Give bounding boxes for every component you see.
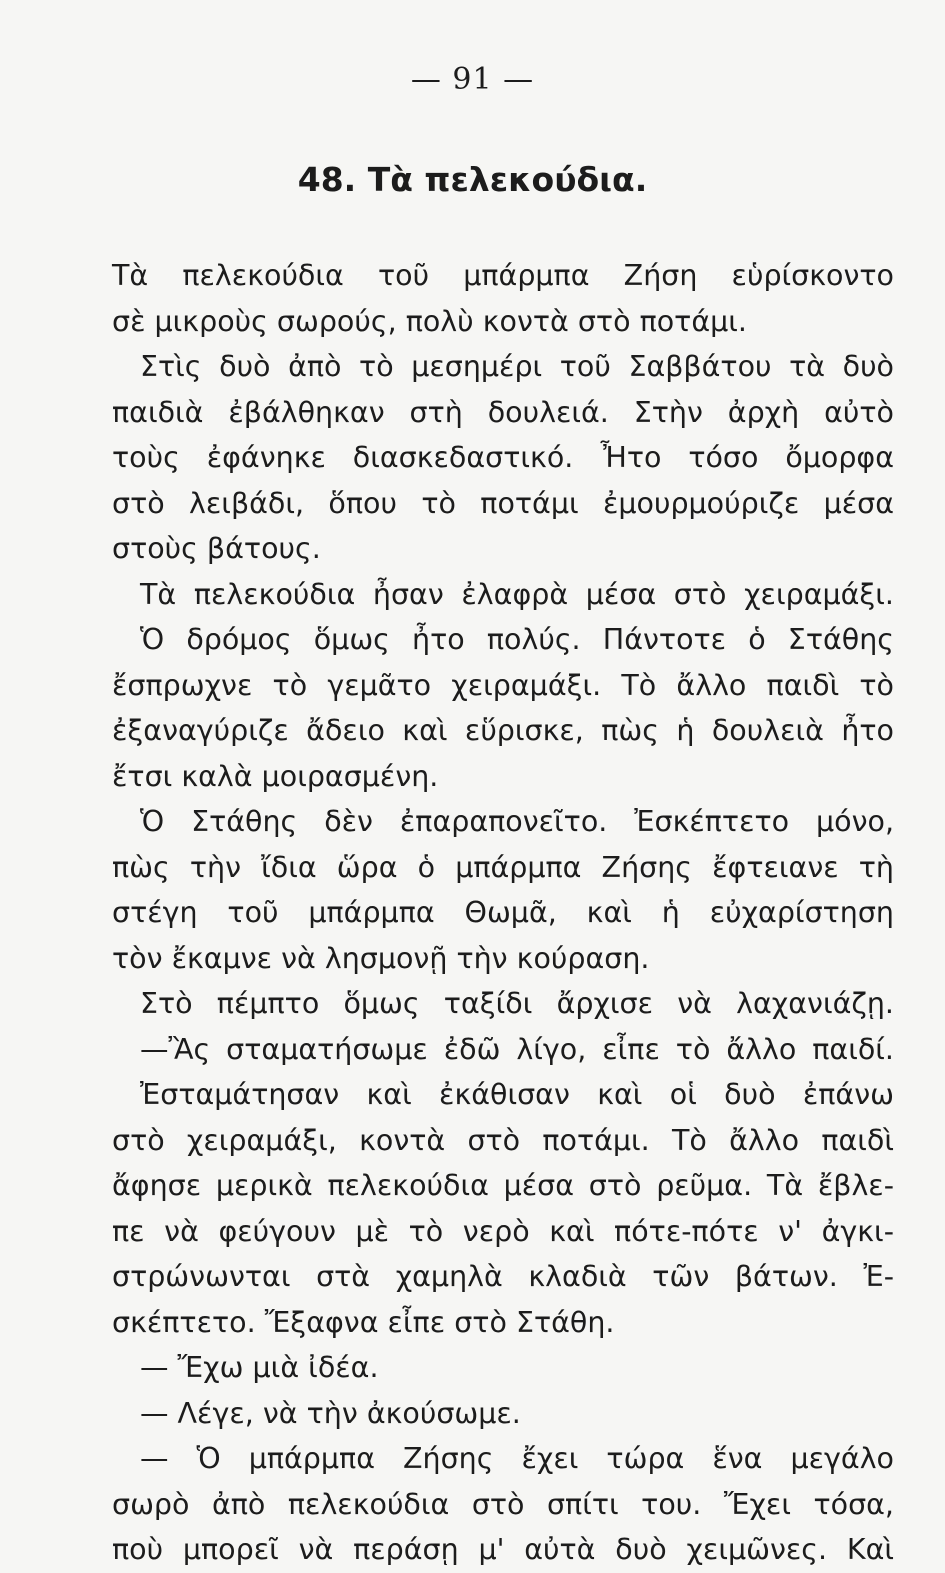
text-line: ἄφησε μερικὰ πελεκούδια μέσα στὸ ρεῦμα. Τὰ ἔβλε- <box>112 1169 894 1202</box>
text-line: στρώνωνται στὰ χαμηλὰ κλαδιὰ τῶν βάτων. Ἐ- <box>112 1260 894 1293</box>
page-number: — 91 — <box>410 62 535 97</box>
text-line: τὸν ἔκαμνε νὰ λησμονῇ τὴν κούραση. <box>112 941 650 975</box>
text-line: ἐξαναγύριζε ἄδειο καὶ εὕρισκε, πὼς ἡ δουλειὰ ἦτο <box>112 714 894 747</box>
body-text <box>112 253 894 1573</box>
text-line: Τὰ πελεκούδια ἦσαν ἐλαφρὰ μέσα στὸ χειραμάξι. <box>140 577 894 611</box>
text-line: Ὁ δρόμος ὅμως ἦτο πολύς. Πάντοτε ὁ Στάθης <box>140 623 894 656</box>
text-line: —Ἂς σταματήσωμε ἐδῶ λίγο, εἶπε τὸ ἄλλο παιδί. <box>140 1032 894 1066</box>
text-line: Στὸ πέμπτο ὅμως ταξίδι ἄρχισε νὰ λαχανιάζῃ. <box>140 987 894 1020</box>
text-line: παιδιὰ ἐβάλθηκαν στὴ δουλειά. Στὴν ἀρχὴ αὐτὸ <box>112 395 894 429</box>
text-line: στὸ λειβάδι, ὅπου τὸ ποτάμι ἐμουρμούριζε μέσα <box>112 486 894 520</box>
text-line: — Ὁ μπάρμπα Ζήσης ἔχει τώρα ἕνα μεγάλο <box>140 1442 894 1475</box>
chapter-title: 48. Τὰ πελεκούδια. <box>297 160 648 199</box>
text-line: στέγη τοῦ μπάρμπα Θωμᾶ, καὶ ἡ εὐχαρίστηση <box>112 896 894 929</box>
text-line: πὼς τὴν ἴδια ὥρα ὁ μπάρμπα Ζήσης ἔφτειανε τὴ <box>112 850 894 884</box>
text-line: πε νὰ φεύγουν μὲ τὸ νερὸ καὶ πότε-πότε ν' ἀγκι- <box>112 1214 894 1248</box>
text-line: τοὺς ἐφάνηκε διασκεδαστικό. Ἦτο τόσο ὄμορφα <box>112 441 894 474</box>
text-line: ποὺ μπορεῖ νὰ περάσῃ μ' αὐτὰ δυὸ χειμῶνες. Καὶ <box>112 1533 894 1566</box>
text-line: στὸ χειραμάξι, κοντὰ στὸ ποτάμι. Τὸ ἄλλο παιδὶ <box>112 1123 894 1157</box>
text-line: σὲ μικροὺς σωρούς, πολὺ κοντὰ στὸ ποτάμι. <box>112 304 747 338</box>
text-line: σωρὸ ἀπὸ πελεκούδια στὸ σπίτι του. Ἔχει τόσα, <box>112 1487 894 1521</box>
text-line: Τὰ πελεκούδια τοῦ μπάρμπα Ζήση εὑρίσκοντο <box>112 259 894 292</box>
text-line: Στὶς δυὸ ἀπὸ τὸ μεσημέρι τοῦ Σαββάτου τὰ δυὸ <box>140 350 894 383</box>
text-line: Ἐσταμάτησαν καὶ ἐκάθισαν καὶ οἱ δυὸ ἐπάνω <box>140 1078 894 1111</box>
text-line: σκέπτετο. Ἔξαφνα εἶπε στὸ Στάθη. <box>112 1305 615 1339</box>
text-line: — Ἔχω μιὰ ἰδέα. <box>140 1351 379 1384</box>
text-line: στοὺς βάτους. <box>112 532 321 565</box>
text-line: ἔσπρωχνε τὸ γεμᾶτο χειραμάξι. Τὸ ἄλλο παιδὶ τὸ <box>112 668 894 702</box>
text-line: — Λέγε, νὰ τὴν ἀκούσωμε. <box>140 1396 521 1430</box>
text-line: Ὁ Στάθης δὲν ἐπαραπονεῖτο. Ἐσκέπτετο μόνο, <box>140 805 894 838</box>
text-line: ἔτσι καλὰ μοιρασμένη. <box>112 759 439 793</box>
